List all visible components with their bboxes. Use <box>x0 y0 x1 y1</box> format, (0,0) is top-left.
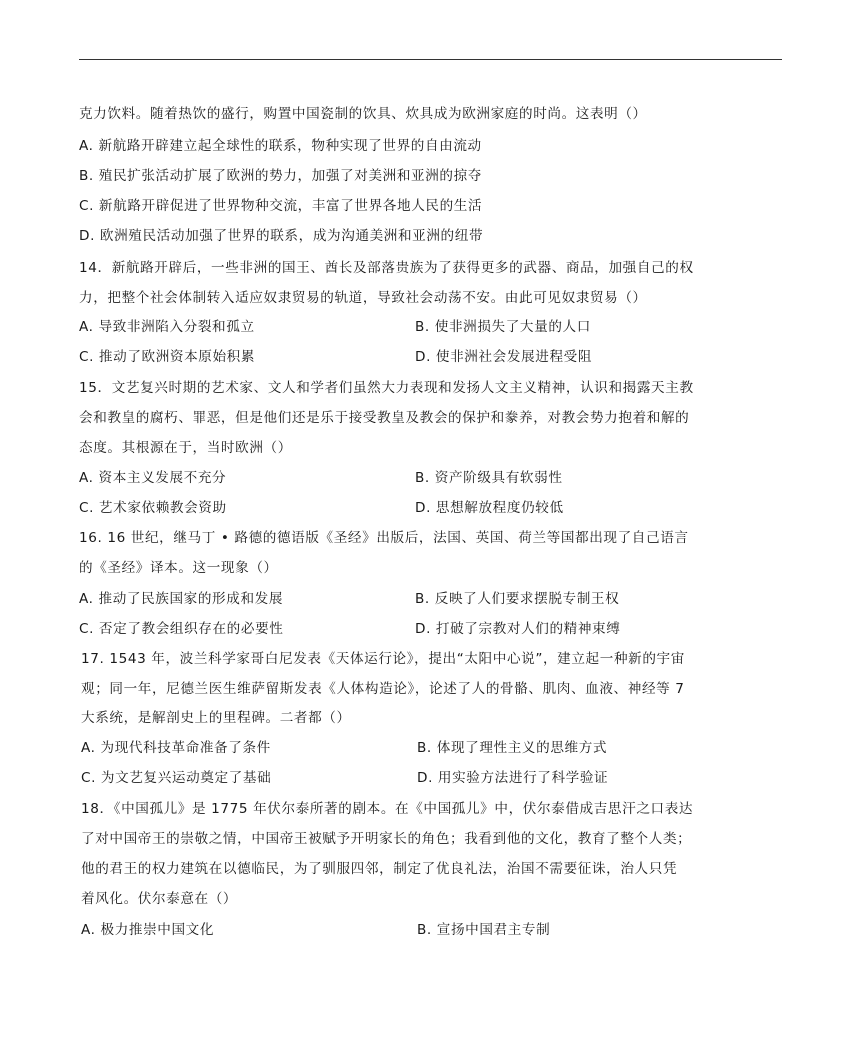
option-b: B. 使非洲损失了大量的人口 <box>415 319 591 335</box>
question-stem-line: 观；同一年，尼德兰医生维萨留斯发表《人体构造论》，论述了人的骨骼、肌肉、血液、神经等 7 <box>81 681 685 697</box>
option-a: A. 为现代科技革命准备了条件 <box>81 740 271 756</box>
option-d: D. 使非洲社会发展进程受阻 <box>415 349 593 365</box>
option-d: D. 打破了宗教对人们的精神束缚 <box>415 621 621 637</box>
question-stem-line: 他的君王的权力建筑在以德临民，为了驯服四邻，制定了优良礼法，治国不需要征诛，治人只凭 <box>81 861 678 877</box>
question-stem-line: 14．新航路开辟后，一些非洲的国王、酋长及部落贵族为了获得更多的武器、商品，加强自己的权 <box>79 260 694 276</box>
question-stem-line: 18．《中国孤儿》是 1775 年伏尔泰所著的剧本。在《中国孤儿》中，伏尔泰借成吉思汗之口表达 <box>81 801 694 817</box>
option-c: C. 否定了教会组织存在的必要性 <box>79 621 284 637</box>
option-a: A. 推动了民族国家的形成和发展 <box>79 591 284 607</box>
option-b: B. 宣扬中国君主专制 <box>417 922 551 938</box>
option-d: D. 欧洲殖民活动加强了世界的联系，成为沟通美洲和亚洲的纽带 <box>79 228 484 244</box>
option-d: D. 用实验方法进行了科学验证 <box>417 770 609 786</box>
question-stem-line: 会和教皇的腐朽、罪恶，但是他们还是乐于接受教皇及教会的保护和豢养，对教会势力抱着和解的 <box>79 410 690 426</box>
option-c: C. 艺术家依赖教会资助 <box>79 500 227 516</box>
header-rule <box>79 59 782 60</box>
option-d: D. 思想解放程度仍较低 <box>415 500 564 516</box>
question-stem-line: 大系统，是解剖史上的里程碑。二者都（） <box>81 710 351 726</box>
option-b: B. 体现了理性主义的思维方式 <box>417 740 608 756</box>
option-b: B. 反映了人们要求摆脱专制王权 <box>415 591 620 607</box>
option-c: C. 推动了欧洲资本原始积累 <box>79 349 256 365</box>
option-a: A. 新航路开辟建立起全球性的联系，物种实现了世界的自由流动 <box>79 138 482 154</box>
question-stem-line: 克力饮料。随着热饮的盛行，购置中国瓷制的饮具、炊具成为欧洲家庭的时尚。这表明（） <box>79 106 647 122</box>
question-stem-line: 力，把整个社会体制转入适应奴隶贸易的轨道，导致社会动荡不安。由此可见奴隶贸易（） <box>79 290 647 306</box>
option-a: A. 资本主义发展不充分 <box>79 470 227 486</box>
question-stem-line: 16. 16 世纪，继马丁 • 路德的德语版《圣经》出版后，法国、英国、荷兰等国都出现了自己语言 <box>79 530 689 546</box>
option-b: B. 资产阶级具有软弱性 <box>415 470 563 486</box>
option-a: A. 导致非洲陷入分裂和孤立 <box>79 319 255 335</box>
question-stem-line: 15．文艺复兴时期的艺术家、文人和学者们虽然大力表现和发扬人文主义精神，认识和揭露天主教 <box>79 380 694 396</box>
question-stem-line: 的《圣经》译本。这一现象（） <box>79 560 278 576</box>
option-a: A. 极力推崇中国文化 <box>81 922 215 938</box>
option-c: C. 新航路开辟促进了世界物种交流，丰富了世界各地人民的生活 <box>79 198 483 214</box>
question-stem-line: 了对中国帝王的崇敬之情，中国帝王被赋予开明家长的角色；我看到他的文化，教育了整个人类； <box>81 831 692 847</box>
option-c: C. 为文艺复兴运动奠定了基础 <box>81 770 272 786</box>
question-stem-line: 17. 1543 年，波兰科学家哥白尼发表《天体运行论》，提出“太阳中心说”，建立起一种新的宇宙 <box>81 651 685 667</box>
question-stem-line: 着风化。伏尔泰意在（） <box>81 891 238 907</box>
option-b: B. 殖民扩张活动扩展了欧洲的势力，加强了对美洲和亚洲的掠夺 <box>79 168 482 184</box>
question-stem-line: 态度。其根源在于，当时欧洲（） <box>79 440 292 456</box>
